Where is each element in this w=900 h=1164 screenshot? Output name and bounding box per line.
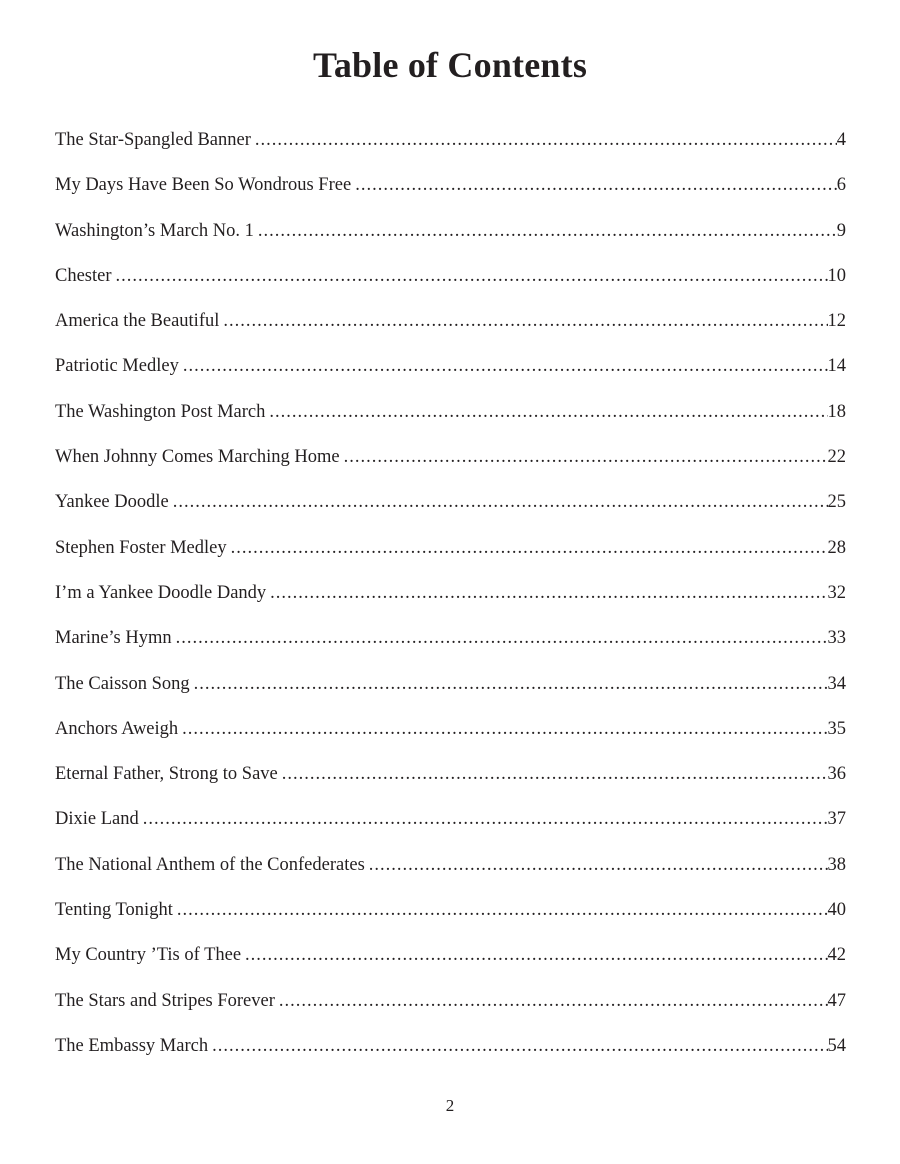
toc-entry-page: 10 [827, 265, 846, 286]
toc-entry [55, 987, 846, 1032]
toc-entry-title: The Star-Spangled Banner [55, 130, 251, 150]
toc-entry-page: 47 [827, 990, 846, 1011]
toc-dot-leader [245, 941, 827, 969]
toc-entry-title: Washington’s March No. 1 [55, 220, 254, 241]
toc-entry-title: The National Anthem of the Confederates [55, 854, 365, 875]
toc-entry [55, 398, 846, 443]
toc-dot-leader [258, 217, 837, 245]
toc-dot-leader [173, 488, 828, 516]
toc-entry-title: Chester [55, 265, 112, 286]
toc-entry [55, 126, 846, 171]
toc-dot-leader [183, 352, 828, 380]
toc-dot-leader [176, 624, 828, 652]
toc-dot-leader [194, 670, 828, 698]
toc-entry [55, 896, 846, 941]
toc-dot-leader [344, 443, 828, 471]
toc-entry-page: 14 [827, 356, 846, 377]
toc-entry-title: Dixie Land [55, 809, 139, 830]
toc-entry-title: Yankee Doodle [55, 492, 169, 513]
toc-dot-leader [223, 307, 827, 335]
toc-entry-page: 18 [827, 401, 846, 422]
toc-entry [55, 805, 846, 850]
toc-dot-leader [231, 534, 828, 562]
toc-entry [55, 534, 846, 579]
toc-dot-leader [212, 1032, 827, 1060]
toc-entry-page: 35 [827, 718, 846, 739]
toc-entry-title: My Days Have Been So Wondrous Free [55, 175, 352, 196]
toc-entry-title: Stephen Foster Medley [55, 537, 227, 558]
toc-entry [55, 624, 846, 669]
toc-entry [55, 217, 846, 262]
toc-list [55, 126, 846, 1077]
toc-entry-page: 25 [827, 492, 846, 513]
toc-entry-page: 33 [827, 628, 846, 649]
toc-entry-page: 36 [827, 764, 846, 785]
toc-entry-title: Anchors Aweigh [55, 718, 179, 739]
toc-dot-leader [282, 760, 828, 788]
toc-entry-page: 9 [836, 220, 846, 241]
toc-entry-title: When Johnny Comes Marching Home [55, 447, 340, 468]
toc-entry-page: 38 [827, 854, 846, 875]
toc-entry-page: 4 [836, 130, 846, 150]
toc-dot-leader [182, 715, 827, 743]
toc-entry-title: The Stars and Stripes Forever [55, 990, 275, 1011]
toc-dot-leader [270, 579, 827, 607]
toc-entry-page: 34 [827, 673, 846, 694]
toc-entry-page: 6 [836, 175, 846, 196]
toc-dot-leader [255, 126, 837, 154]
toc-entry [55, 715, 846, 760]
toc-entry-page: 22 [827, 447, 846, 468]
toc-entry [55, 262, 846, 307]
toc-entry-page: 40 [827, 900, 846, 921]
toc-entry-title: Eternal Father, Strong to Save [55, 764, 278, 785]
toc-entry-page: 54 [827, 1035, 846, 1056]
toc-dot-leader [177, 896, 828, 924]
page-title: Table of Contents [312, 45, 588, 85]
toc-dot-leader [116, 262, 828, 290]
toc-entry-title: Marine’s Hymn [55, 628, 172, 649]
toc-entry [55, 941, 846, 986]
toc-entry-title: Tenting Tonight [55, 900, 173, 921]
toc-dot-leader [355, 171, 837, 199]
toc-entry [55, 760, 846, 805]
toc-entry [55, 352, 846, 397]
toc-entry [55, 171, 846, 216]
toc-dot-leader [143, 805, 828, 833]
toc-entry [55, 579, 846, 624]
toc-entry-page: 32 [827, 582, 846, 603]
toc-entry-page: 42 [827, 945, 846, 966]
toc-entry-page: 37 [827, 809, 846, 830]
toc-entry-title: The Caisson Song [55, 673, 190, 694]
toc-entry-title: My Country ’Tis of Thee [55, 945, 242, 966]
toc-dot-leader [269, 398, 827, 426]
toc-entry [55, 851, 846, 896]
toc-entry [55, 1032, 846, 1077]
toc-entry-page: 12 [827, 311, 846, 332]
toc-entry-page: 28 [827, 537, 846, 558]
toc-entry [55, 670, 846, 715]
toc-entry [55, 307, 846, 352]
toc-entry-title: The Washington Post March [55, 401, 266, 422]
toc-dot-leader [279, 987, 828, 1015]
toc-entry [55, 443, 846, 488]
page-number: 2 [445, 1096, 455, 1115]
toc-entry-title: Patriotic Medley [55, 356, 179, 377]
toc-entry-title: America the Beautiful [55, 311, 220, 332]
toc-entry [55, 488, 846, 533]
toc-entry-title: The Embassy March [55, 1035, 209, 1056]
toc-entry-title: I’m a Yankee Doodle Dandy [55, 582, 267, 603]
toc-dot-leader [369, 851, 828, 879]
